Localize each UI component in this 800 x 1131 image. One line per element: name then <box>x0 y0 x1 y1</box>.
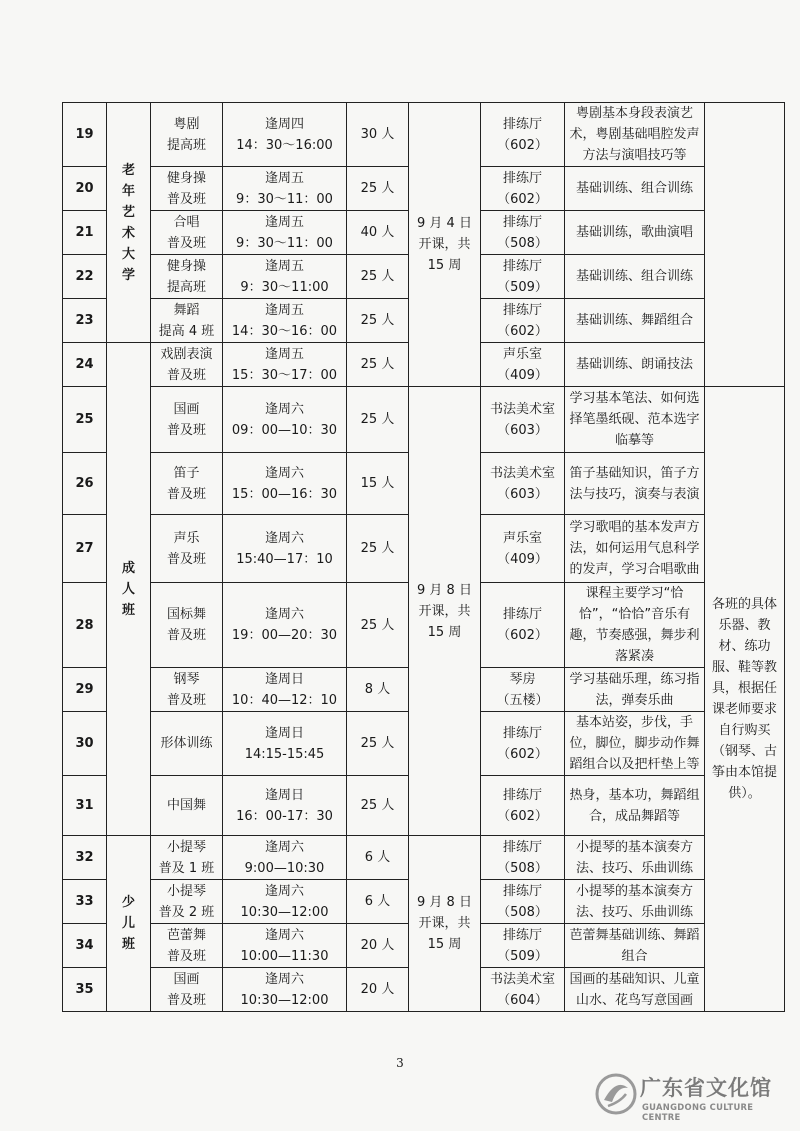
classroom: 声乐室 （409） <box>481 343 565 387</box>
row-number: 20 <box>63 167 107 211</box>
course-name: 形体训练 <box>151 712 223 776</box>
classroom: 排练厅 （602） <box>481 583 565 668</box>
class-capacity: 6 人 <box>347 880 409 924</box>
row-number: 30 <box>63 712 107 776</box>
class-capacity: 8 人 <box>347 668 409 712</box>
course-name: 健身操 普及班 <box>151 167 223 211</box>
classroom: 排练厅 （508） <box>481 880 565 924</box>
materials-note: 各班的具体乐器、教材、练功服、鞋等教具，根据任课老师要求自行购买（钢琴、古筝由本馆提供）。 <box>705 387 785 1012</box>
row-number: 26 <box>63 453 107 515</box>
row-number: 33 <box>63 880 107 924</box>
course-name: 中国舞 <box>151 776 223 836</box>
class-time: 逢周日 10：40—12：10 <box>223 668 347 712</box>
course-content: 粤剧基本身段表演艺术，粤剧基础唱腔发声方法与演唱技巧等 <box>565 103 705 167</box>
course-content: 学习歌唱的基本发声方法，如何运用气息科学的发声，学习合唱歌曲 <box>565 515 705 583</box>
class-time: 逢周六 15：00—16：30 <box>223 453 347 515</box>
category-char: 儿 <box>121 916 135 931</box>
class-capacity: 15 人 <box>347 453 409 515</box>
course-name: 笛子 普及班 <box>151 453 223 515</box>
row-number: 34 <box>63 924 107 968</box>
classroom: 书法美术室 （603） <box>481 453 565 515</box>
classroom: 书法美术室 （604） <box>481 968 565 1012</box>
course-name: 声乐 普及班 <box>151 515 223 583</box>
class-capacity: 40 人 <box>347 211 409 255</box>
class-time: 逢周六 09：00—10：30 <box>223 387 347 453</box>
course-content: 热身，基本功，舞蹈组合，成品舞蹈等 <box>565 776 705 836</box>
course-content: 小提琴的基本演奏方法、技巧、乐曲训练 <box>565 880 705 924</box>
category-char: 成 <box>121 560 135 576</box>
class-time: 逢周五 9：30～11：00 <box>223 167 347 211</box>
course-name: 钢琴 普及班 <box>151 668 223 712</box>
row-number: 22 <box>63 255 107 299</box>
class-time: 逢周五 9：30～11:00 <box>223 255 347 299</box>
course-content: 基本站姿，步伐，手位，脚位，脚步动作舞蹈组合以及把杆垫上等 <box>565 712 705 776</box>
category-char: 人 <box>121 581 135 597</box>
course-name: 合唱 普及班 <box>151 211 223 255</box>
class-capacity: 6 人 <box>347 836 409 880</box>
row-number: 28 <box>63 583 107 668</box>
class-capacity: 25 人 <box>347 387 409 453</box>
category-char: 年 <box>121 183 135 199</box>
course-content: 基础训练，歌曲演唱 <box>565 211 705 255</box>
course-name: 国画 普及班 <box>151 968 223 1012</box>
class-time: 逢周六 9:00—10:30 <box>223 836 347 880</box>
course-content: 芭蕾舞基础训练、舞蹈组合 <box>565 924 705 968</box>
category-senior <box>107 103 151 343</box>
class-time: 逢周五 15：30～17：00 <box>223 343 347 387</box>
class-capacity: 25 人 <box>347 776 409 836</box>
class-capacity: 25 人 <box>347 583 409 668</box>
class-capacity: 25 人 <box>347 255 409 299</box>
category-char: 学 <box>121 267 135 283</box>
classroom: 排练厅 （602） <box>481 103 565 167</box>
start-date-senior: 9 月 4 日 开课，共 15 周 <box>409 103 481 387</box>
row-number: 23 <box>63 299 107 343</box>
class-time: 逢周六 10:30—12:00 <box>223 968 347 1012</box>
row-number: 21 <box>63 211 107 255</box>
category-youth <box>107 836 151 1012</box>
classroom: 书法美术室 （603） <box>481 387 565 453</box>
note-blank <box>705 103 785 387</box>
class-capacity: 25 人 <box>347 299 409 343</box>
logo-mark-icon <box>594 1072 638 1116</box>
category-char: 班 <box>121 937 135 952</box>
class-time: 逢周五 14：30～16：00 <box>223 299 347 343</box>
classroom: 排练厅 （508） <box>481 836 565 880</box>
table-row <box>63 836 785 880</box>
row-number: 25 <box>63 387 107 453</box>
course-content: 学习基本笔法、如何选择笔墨纸砚、范本选字临摹等 <box>565 387 705 453</box>
category-char: 艺 <box>121 204 135 220</box>
class-time: 逢周六 15:40—17：10 <box>223 515 347 583</box>
category-char: 少 <box>121 895 135 910</box>
row-number: 19 <box>63 103 107 167</box>
course-content: 课程主要学习“恰恰”，“恰恰”音乐有趣，节奏感强，舞步利落紧凑 <box>565 583 705 668</box>
class-capacity: 20 人 <box>347 924 409 968</box>
class-capacity: 25 人 <box>347 515 409 583</box>
class-time: 逢周日 14:15-15:45 <box>223 712 347 776</box>
classroom: 排练厅 （602） <box>481 712 565 776</box>
row-number: 31 <box>63 776 107 836</box>
category-char: 老 <box>121 162 135 178</box>
course-content: 学习基础乐理，练习指法，弹奏乐曲 <box>565 668 705 712</box>
category-adult <box>107 343 151 836</box>
table-row <box>63 387 785 453</box>
classroom: 排练厅 （602） <box>481 776 565 836</box>
classroom: 声乐室 （409） <box>481 515 565 583</box>
course-name: 戏剧表演 普及班 <box>151 343 223 387</box>
course-content: 笛子基础知识，笛子方法与技巧，演奏与表演 <box>565 453 705 515</box>
guangdong-culture-centre-logo <box>594 1070 794 1126</box>
classroom: 排练厅 （509） <box>481 255 565 299</box>
course-name: 小提琴 普及 2 班 <box>151 880 223 924</box>
class-capacity: 30 人 <box>347 103 409 167</box>
classroom: 琴房 （五楼） <box>481 668 565 712</box>
course-name: 国画 普及班 <box>151 387 223 453</box>
course-name: 国标舞 普及班 <box>151 583 223 668</box>
category-char: 大 <box>121 246 135 262</box>
table-row <box>63 103 785 167</box>
course-name: 芭蕾舞 普及班 <box>151 924 223 968</box>
class-time: 逢周五 9：30～11：00 <box>223 211 347 255</box>
course-name: 粤剧 提高班 <box>151 103 223 167</box>
row-number: 35 <box>63 968 107 1012</box>
classroom: 排练厅 （508） <box>481 211 565 255</box>
start-date-youth: 9 月 8 日 开课，共 15 周 <box>409 836 481 1012</box>
start-date-adult: 9 月 8 日 开课，共 15 周 <box>409 387 481 836</box>
class-time: 逢周四 14：30～16:00 <box>223 103 347 167</box>
class-capacity: 20 人 <box>347 968 409 1012</box>
course-name: 健身操 提高班 <box>151 255 223 299</box>
class-time: 逢周六 19：00—20：30 <box>223 583 347 668</box>
row-number: 27 <box>63 515 107 583</box>
row-number: 29 <box>63 668 107 712</box>
course-content: 基础训练、舞蹈组合 <box>565 299 705 343</box>
course-content: 小提琴的基本演奏方法、技巧、乐曲训练 <box>565 836 705 880</box>
page-number: 3 <box>396 1056 404 1070</box>
course-name: 舞蹈 提高 4 班 <box>151 299 223 343</box>
course-schedule-table <box>62 102 785 1012</box>
category-char: 班 <box>121 602 135 618</box>
course-content: 国画的基础知识、儿童山水、花鸟写意国画 <box>565 968 705 1012</box>
classroom: 排练厅 （602） <box>481 299 565 343</box>
row-number: 24 <box>63 343 107 387</box>
course-name: 小提琴 普及 1 班 <box>151 836 223 880</box>
class-time: 逢周六 10:30—12:00 <box>223 880 347 924</box>
classroom: 排练厅 （509） <box>481 924 565 968</box>
row-number: 32 <box>63 836 107 880</box>
course-content: 基础训练、组合训练 <box>565 255 705 299</box>
class-capacity: 25 人 <box>347 712 409 776</box>
logo-chinese-text: 广东省文化馆 <box>640 1076 772 1100</box>
class-time: 逢周日 16：00-17：30 <box>223 776 347 836</box>
class-capacity: 25 人 <box>347 167 409 211</box>
classroom: 排练厅 （602） <box>481 167 565 211</box>
category-char: 术 <box>121 225 135 241</box>
class-capacity: 25 人 <box>347 343 409 387</box>
course-content: 基础训练、组合训练 <box>565 167 705 211</box>
logo-english-text: GUANGDONG CULTURE CENTRE <box>642 1102 754 1122</box>
course-content: 基础训练、朗诵技法 <box>565 343 705 387</box>
class-time: 逢周六 10:00—11:30 <box>223 924 347 968</box>
